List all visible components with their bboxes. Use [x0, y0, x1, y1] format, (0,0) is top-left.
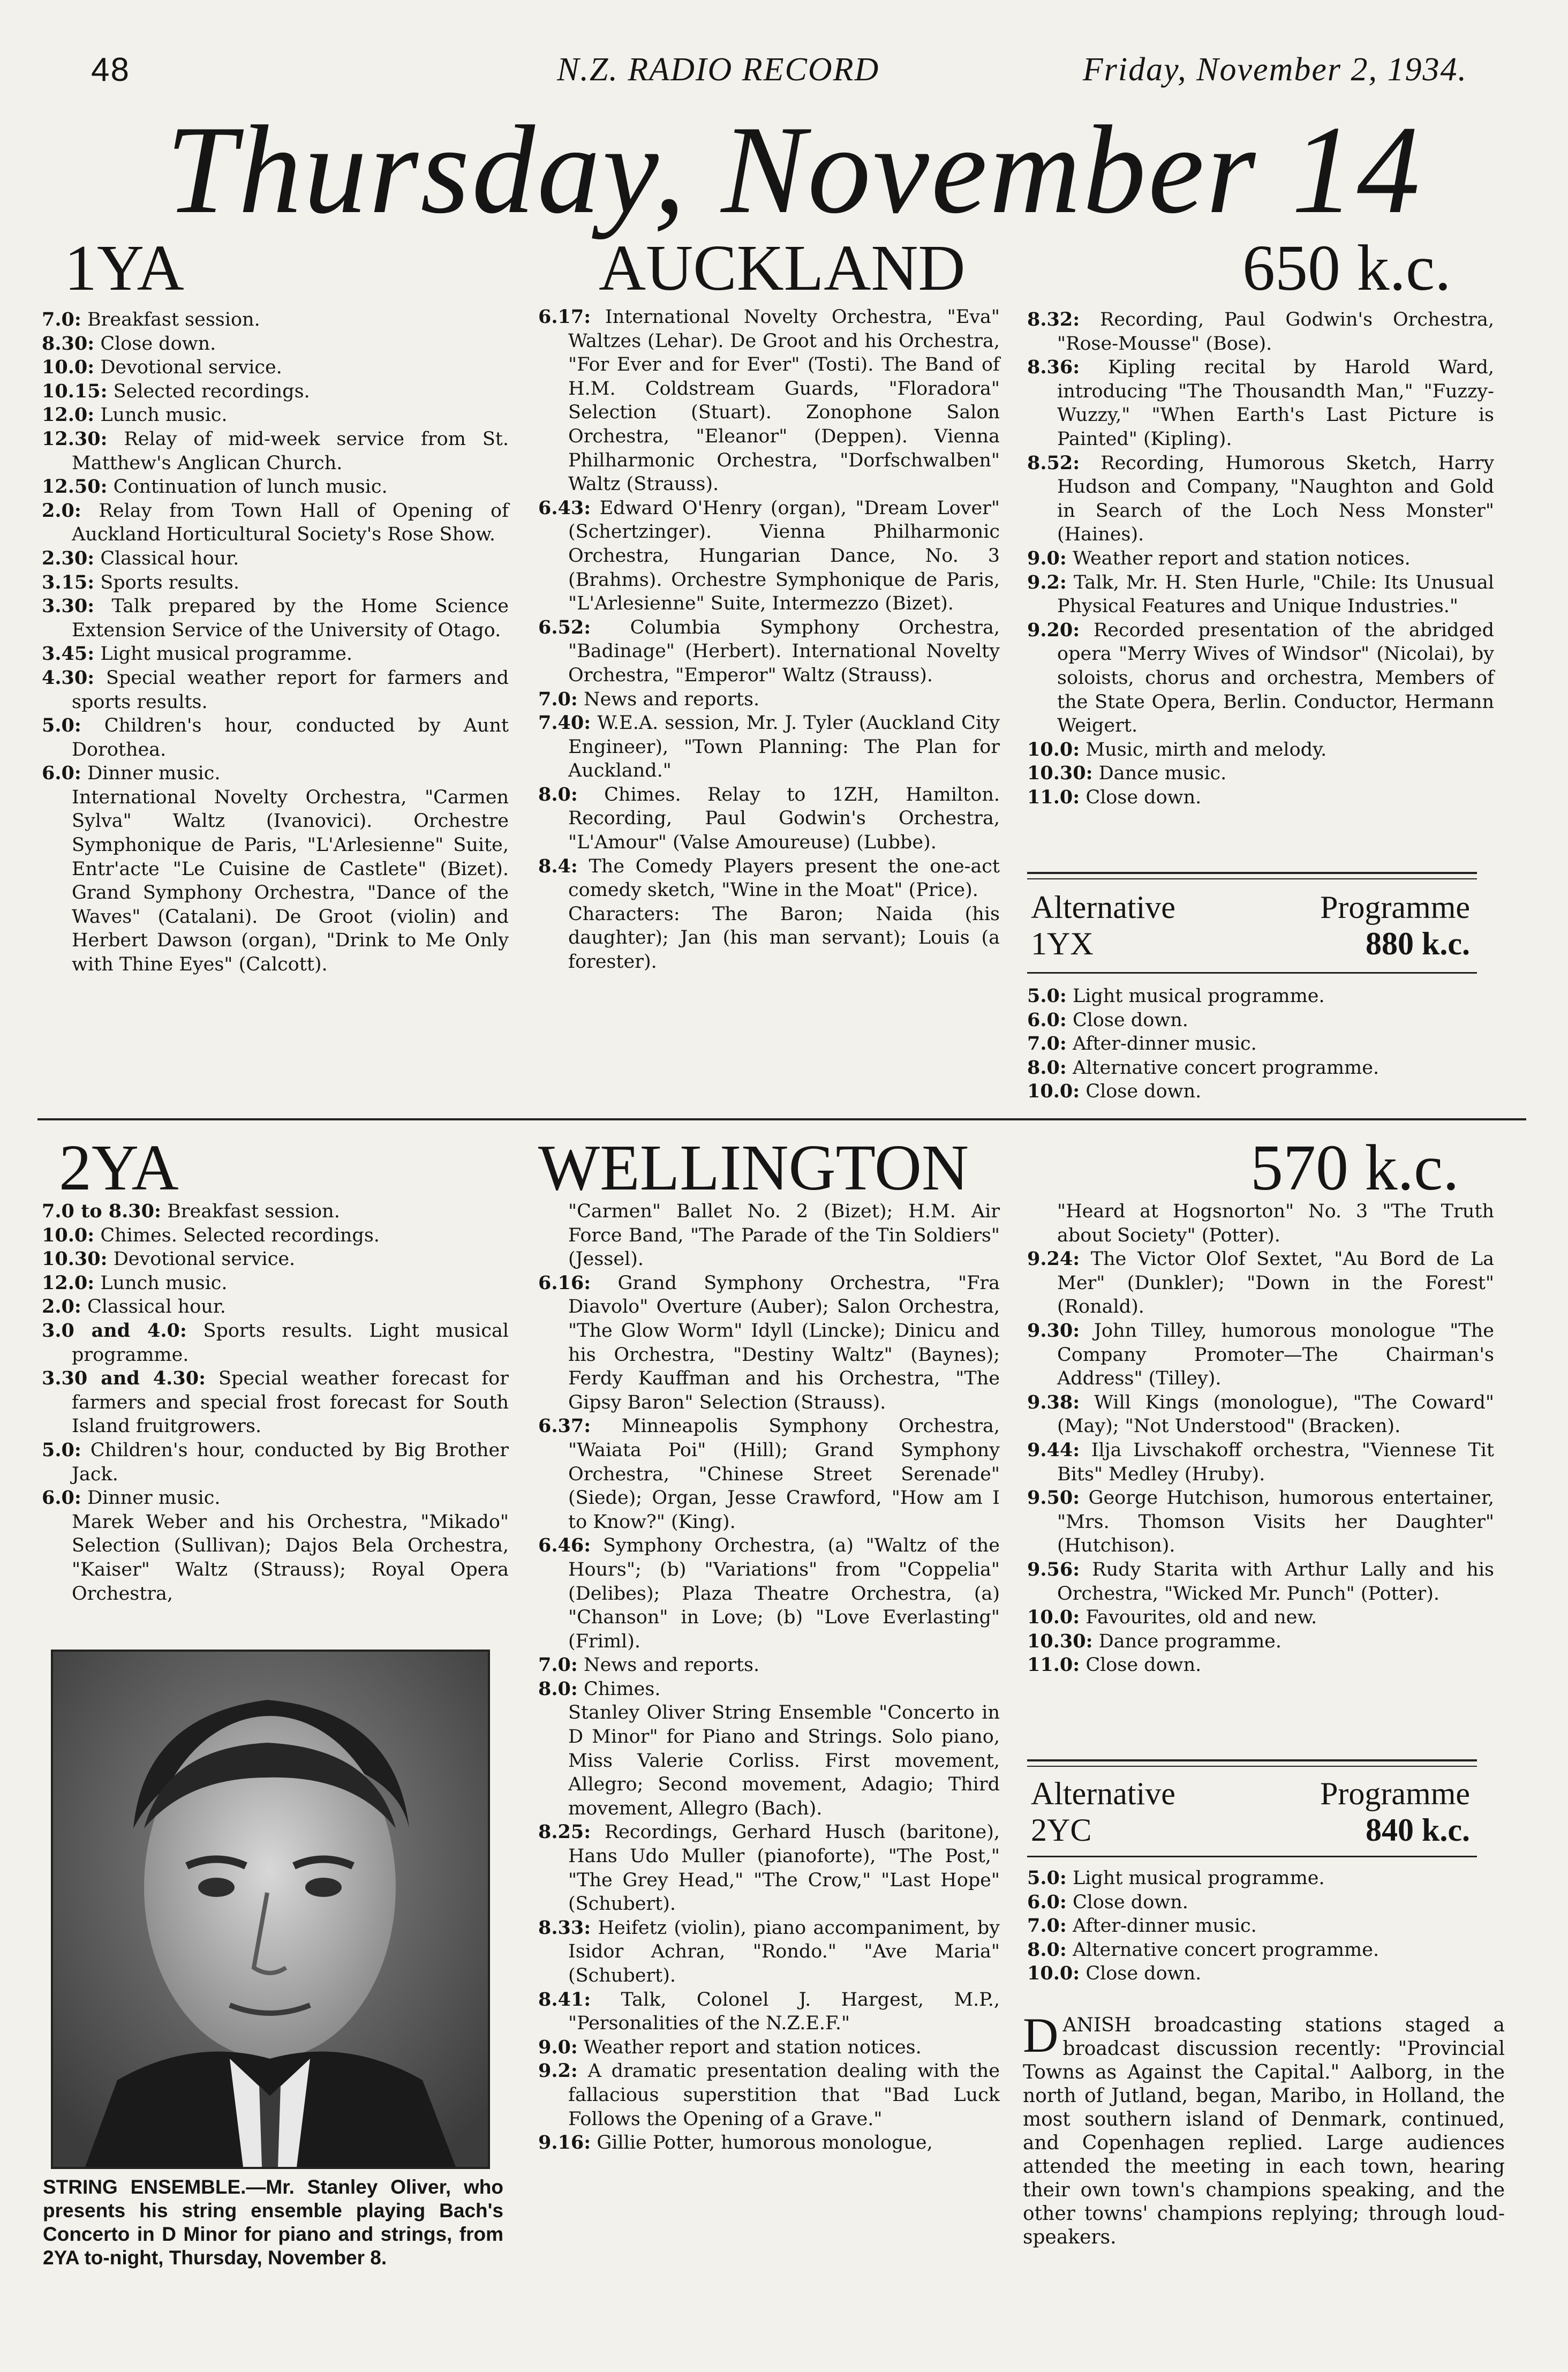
- entry-time: 10.30:: [42, 1248, 108, 1270]
- entry-text: Close down.: [1085, 1963, 1202, 1985]
- entry-time: 5.0:: [42, 1439, 81, 1461]
- schedule-entry: [538, 616, 1000, 688]
- schedule-entry: [1027, 619, 1494, 738]
- schedule-entry: [538, 1677, 1000, 1701]
- entry-time: 10.0:: [42, 356, 95, 379]
- entry-time: 12.30:: [42, 427, 108, 450]
- schedule-entry: [42, 1295, 509, 1319]
- schedule-column-1ya-2: [538, 305, 1000, 974]
- schedule-entry: [42, 380, 509, 404]
- entry-time: 6.0:: [1027, 1891, 1067, 1913]
- entry-time: 7.40:: [538, 712, 591, 734]
- section-divider: [37, 1118, 1526, 1120]
- entry-time: 5.0:: [42, 714, 81, 737]
- schedule-entry: [538, 2131, 1000, 2155]
- schedule-entry: [42, 1200, 509, 1224]
- schedule-entry: [1027, 1486, 1494, 1558]
- entry-time: 8.33:: [538, 1916, 591, 1939]
- entry-time: 11.0:: [1027, 786, 1080, 808]
- alt-label: Alternative: [1031, 1776, 1175, 1811]
- entry-text: Chimes. Selected recordings.: [100, 1224, 380, 1246]
- entry-text: Music, mirth and melody.: [1085, 739, 1327, 760]
- entry-time: 9.0:: [538, 2036, 578, 2058]
- entry-text: Breakfast session.: [167, 1201, 340, 1222]
- entry-time: 8.36:: [1027, 356, 1080, 379]
- schedule-entry: [538, 711, 1000, 783]
- entry-text: "Heard at Hogsnorton" No. 3 "The Truth about Society" (Potter).: [1057, 1201, 1494, 1246]
- schedule-entry: [538, 1653, 1000, 1677]
- divider-rule: [1027, 1759, 1477, 1761]
- schedule-entry: [538, 783, 1000, 855]
- entry-text: Dance music.: [1098, 763, 1227, 785]
- entry-text: Special weather forecast for farmers and special frost forecast for South Island fruitgrowers.: [72, 1368, 509, 1437]
- entry-time: 7.0 to 8.30:: [42, 1200, 161, 1222]
- schedule-entry: [42, 499, 509, 547]
- entry-text: Minneapolis Symphony Orchestra, "Waiata Poi" (Hill); Grand Symphony Orchestra, "Chinese Street Serenade" (Siede); Organ, Jesse Crawford, "How am I to Know?" (King).: [568, 1415, 1000, 1533]
- schedule-entry: [1027, 984, 1494, 1008]
- entry-time: 12.0:: [42, 404, 95, 426]
- entry-text: Chimes.: [583, 1678, 661, 1700]
- publication-name: N.Z. RADIO RECORD: [557, 51, 880, 88]
- schedule-entry: [42, 1224, 509, 1248]
- photo-caption: STRING ENSEMBLE.—Mr. Stanley Oliver, who presents his string ensemble playing Bach's Concerto in D Minor for piano and strings, from 2YA to-night, Thursday, November 8.: [43, 2176, 503, 2269]
- schedule-entry: [1027, 1962, 1494, 1986]
- entry-text: "Carmen" Ballet No. 2 (Bizet); H.M. Air Force Band, "The Parade of the Tin Soldiers" (Jessel).: [568, 1201, 1000, 1270]
- entry-text: Talk prepared by the Home Science Extension Service of the University of Otago.: [72, 596, 509, 641]
- schedule-entry: [1027, 1653, 1494, 1677]
- entry-text: Ilja Livschakoff orchestra, "Viennese Tit Bits" Medley (Hruby).: [1057, 1439, 1494, 1485]
- schedule-entry: [538, 1988, 1000, 2036]
- divider-rule: [1027, 872, 1477, 874]
- alt-label: Alternative: [1031, 890, 1175, 925]
- entry-text: A dramatic presentation dealing with the fallacious superstition that "Bad Luck Follows the Opening of a Grave.": [568, 2060, 1000, 2130]
- entry-text: Favourites, old and new.: [1085, 1607, 1317, 1629]
- station-freq-2ya: 570 k.c.: [1250, 1132, 1459, 1204]
- entry-time: 7.0:: [1027, 1033, 1067, 1055]
- schedule-entry: [1027, 1247, 1494, 1319]
- entry-text: Close down.: [1072, 1891, 1188, 1913]
- page-title: Thursday, November 14: [166, 100, 1422, 240]
- schedule-entry: [1027, 1606, 1494, 1630]
- schedule-entry: [538, 1701, 1000, 1820]
- schedule-entry: [42, 786, 509, 977]
- entry-time: 10.0:: [1027, 1080, 1080, 1103]
- alt-schedule-1yx: [1027, 984, 1494, 1104]
- schedule-entry: [538, 688, 1000, 712]
- entry-text: George Hutchison, humorous entertainer, "Mrs. Thomson Visits her Daughter" (Hutchison).: [1057, 1487, 1494, 1557]
- entry-time: 11.0:: [1027, 1654, 1080, 1676]
- page-number: 48: [91, 51, 130, 88]
- entry-text: Selected recordings.: [113, 380, 310, 402]
- entry-time: 4.30:: [42, 666, 95, 689]
- entry-text: Lunch music.: [100, 404, 228, 426]
- station-freq-1ya: 650 k.c.: [1242, 232, 1451, 304]
- entry-text: After-dinner music.: [1072, 1915, 1257, 1937]
- schedule-column-1ya-1: [42, 308, 509, 977]
- entry-text: Heifetz (violin), piano accompaniment, by Isidor Achran, "Rondo." "Ave Maria" (Schubert).: [568, 1917, 1000, 1986]
- schedule-entry: [42, 642, 509, 666]
- schedule-entry: [1027, 786, 1494, 810]
- schedule-entry: [42, 571, 509, 595]
- entry-text: Close down.: [1085, 1081, 1202, 1103]
- schedule-entry: [1027, 1319, 1494, 1391]
- schedule-entry: [1027, 1080, 1494, 1104]
- entry-time: 9.24:: [1027, 1248, 1080, 1270]
- entry-time: 9.44:: [1027, 1439, 1080, 1461]
- entry-time: 7.0:: [1027, 1915, 1067, 1937]
- entry-text: International Novelty Orchestra, "Carmen Sylva" Waltz (Ivanovici). Orchestre Symphonique de Paris, "L'Arlesienne" Suite, Entr'acte "Le Cuisine de Castlete" (Bizet). Grand Symphony Orchestra, "Dance of the Waves" (Catalani). De Groot (violin) and Herbert Dawson (organ), "Drink to Me Only with Thine Eyes" (Calcott).: [72, 786, 509, 976]
- entry-text: Dance programme.: [1098, 1630, 1282, 1652]
- entry-text: After-dinner music.: [1072, 1033, 1257, 1055]
- entry-time: 10.0:: [1027, 738, 1080, 760]
- entry-time: 3.30:: [42, 595, 95, 618]
- drop-cap: D: [1023, 2008, 1059, 2062]
- entry-time: 9.0:: [1027, 547, 1067, 569]
- entry-time: 7.0:: [42, 308, 81, 330]
- entry-text: Columbia Symphony Orchestra, "Badinage" (Herbert). International Novelty Orchestra, "Emperor" Waltz (Strauss).: [568, 616, 1000, 686]
- entry-text: Grand Symphony Orchestra, "Fra Diavolo" Overture (Auber); Salon Orchestra, "The Glow Worm" Idyll (Lincke); Dinicu and his Orchestra, "Destiny Waltz" (Baynes); Ferdy Kauffman and his Orchestra, "The Gipsy Baron" Selection (Strauss).: [568, 1272, 1000, 1413]
- schedule-entry: [42, 1486, 509, 1510]
- entry-time: 8.32:: [1027, 308, 1080, 330]
- portrait-illustration: [53, 1652, 488, 2167]
- entry-time: 6.16:: [538, 1271, 591, 1294]
- schedule-entry: [42, 427, 509, 475]
- entry-time: 9.50:: [1027, 1487, 1080, 1509]
- schedule-entry: [538, 1271, 1000, 1415]
- entry-text: Classical hour.: [100, 547, 239, 569]
- entry-text: Relay from Town Hall of Opening of Auckland Horticultural Society's Rose Show.: [72, 500, 509, 546]
- entry-time: 8.4:: [538, 855, 578, 877]
- entry-text: Stanley Oliver String Ensemble "Concerto in D Minor" for Piano and Strings. Solo piano, Miss Valerie Corliss. First movement, Allegro; Second movement, Adagio; Third movement, Allegro (Bach).: [568, 1702, 1000, 1819]
- alternative-programme-2yc: [1031, 1775, 1470, 1850]
- schedule-entry: [42, 1319, 509, 1367]
- entry-time: 10.30:: [1027, 762, 1093, 785]
- entry-text: Characters: The Baron; Naida (his daughter); Jan (his man servant); Louis (a forester).: [568, 903, 1000, 973]
- entry-text: Symphony Orchestra, (a) "Waltz of the Hours"; (b) "Variations" from "Coppelia" (Delibes); Plaza Theatre Orchestra, (a) "Chanson" in Love; (b) "Love Everlasting" (Friml).: [568, 1535, 1000, 1652]
- schedule-entry: [1027, 1938, 1494, 1962]
- entry-text: Special weather report for farmers and sports results.: [72, 667, 509, 713]
- schedule-entry: [42, 762, 509, 786]
- schedule-entry: [1027, 1866, 1494, 1891]
- schedule-entry: [1027, 571, 1494, 619]
- entry-text: Recording, Humorous Sketch, Harry Hudson and Company, "Naughton and Gold in Search of the Loch Ness Monster" (Haines).: [1057, 452, 1494, 546]
- schedule-entry: [538, 2059, 1000, 2131]
- alt-call-sign: 2YC: [1031, 1812, 1092, 1848]
- entry-time: 6.43:: [538, 496, 591, 519]
- entry-time: 8.41:: [538, 1988, 591, 2010]
- entry-text: Sports results.: [100, 571, 239, 593]
- entry-time: 9.16:: [538, 2132, 591, 2154]
- entry-text: Classical hour.: [87, 1296, 226, 1318]
- entry-time: 12.50:: [42, 476, 108, 498]
- schedule-entry: [538, 1820, 1000, 1916]
- schedule-entry: [1027, 547, 1494, 571]
- schedule-entry: [538, 305, 1000, 496]
- issue-date: Friday, November 2, 1934.: [1082, 51, 1467, 88]
- schedule-entry: [42, 1510, 509, 1606]
- entry-time: 5.0:: [1027, 985, 1067, 1007]
- schedule-entry: [1027, 1200, 1494, 1247]
- divider-rule: [1027, 878, 1477, 879]
- schedule-entry: [1027, 1914, 1494, 1938]
- entry-text: Rudy Starita with Arthur Lally and his Orchestra, "Wicked Mr. Punch" (Potter).: [1057, 1558, 1494, 1605]
- schedule-entry: [538, 1414, 1000, 1534]
- entry-text: Lunch music.: [100, 1272, 228, 1294]
- divider-rule: [1027, 1766, 1477, 1767]
- alt-programme-label: Programme: [1320, 890, 1470, 925]
- station-city-wellington: WELLINGTON: [538, 1132, 969, 1204]
- entry-text: Weather report and station notices.: [583, 2036, 922, 2058]
- entry-text: Light musical programme.: [100, 643, 352, 665]
- entry-text: Relay of mid-week service from St. Matthew's Anglican Church.: [72, 428, 509, 474]
- station-call-1ya: 1YA: [64, 232, 184, 304]
- schedule-entry: [1027, 1056, 1494, 1080]
- entry-time: 3.45:: [42, 643, 95, 665]
- schedule-entry: [1027, 1008, 1494, 1033]
- schedule-entry: [538, 1200, 1000, 1271]
- entry-text: Close down.: [1072, 1009, 1188, 1031]
- entry-text: Dinner music.: [87, 763, 221, 785]
- entry-time: 10.0:: [42, 1224, 95, 1246]
- schedule-entry: [538, 1534, 1000, 1653]
- schedule-entry: [42, 1271, 509, 1296]
- entry-time: 9.2:: [538, 2060, 578, 2082]
- schedule-entry: [1027, 356, 1494, 451]
- entry-text: Edward O'Henry (organ), "Dream Lover" (Schertzinger). Vienna Philharmonic Orchestra, Hungarian Dance, No. 3 (Brahms). Orchestre Symphonique de Paris, "L'Arlesienne" Suite, Intermezzo (Bizet).: [568, 497, 1000, 615]
- entry-time: 6.37:: [538, 1415, 591, 1437]
- entry-time: 10.0:: [1027, 1962, 1080, 1985]
- divider-rule: [1027, 972, 1477, 974]
- entry-text: Close down.: [1085, 1654, 1202, 1676]
- entry-time: 6.0:: [1027, 1008, 1067, 1031]
- schedule-entry: [42, 332, 509, 356]
- schedule-entry: [538, 1916, 1000, 1988]
- entry-time: 7.0:: [538, 1654, 578, 1676]
- entry-text: W.E.A. session, Mr. J. Tyler (Auckland City Engineer), "Town Planning: The Plan for Auckland.": [568, 712, 1000, 782]
- entry-time: 8.0:: [538, 783, 578, 805]
- schedule-entry: [1027, 308, 1494, 356]
- danish-text: ANISH broadcasting stations staged a broadcast discussion recently: "Provincial Towns as Against the Capital." Aalborg, in the north of Jutland, began, Maribo, in Holland, the most southern island of Denmark, continued, and Copenhagen replied. Large audiences attended the meeting in each town, hearing their own town's champions speaking, and the other towns' champions replying; through loud-speakers.: [1023, 2014, 1505, 2248]
- schedule-entry: [42, 666, 509, 714]
- entry-text: Will Kings (monologue), "The Coward" (May); "Not Understood" (Bracken).: [1057, 1391, 1494, 1437]
- alt-programme-label: Programme: [1320, 1776, 1470, 1811]
- entry-text: Talk, Mr. H. Sten Hurle, "Chile: Its Unusual Physical Features and Unique Industries.": [1057, 571, 1494, 618]
- entry-text: Light musical programme.: [1072, 1868, 1325, 1889]
- schedule-entry: [1027, 1439, 1494, 1486]
- entry-time: 2.0:: [42, 499, 81, 522]
- entry-text: Close down.: [1085, 786, 1202, 808]
- schedule-entry: [42, 403, 509, 427]
- entry-time: 12.0:: [42, 1271, 95, 1294]
- entry-text: Devotional service.: [113, 1248, 296, 1270]
- entry-time: 5.0:: [1027, 1867, 1067, 1889]
- alt-frequency: 840 k.c.: [1366, 1812, 1470, 1848]
- entry-text: Recordings, Gerhard Husch (baritone), Hans Udo Muller (pianoforte), "The Post," "The Grey Head," "The Crow," "Last Hope" (Schubert).: [568, 1821, 1000, 1915]
- alt-call-sign: 1YX: [1031, 926, 1094, 961]
- schedule-entry: [42, 547, 509, 571]
- entry-text: Continuation of lunch music.: [113, 476, 388, 498]
- entry-time: 10.15:: [42, 380, 108, 402]
- danish-news-item: [1023, 2008, 1505, 2249]
- entry-time: 8.52:: [1027, 451, 1080, 474]
- entry-text: Recording, Paul Godwin's Orchestra, "Rose-Mousse" (Bose).: [1057, 309, 1494, 355]
- schedule-entry: [42, 1247, 509, 1271]
- schedule-entry: [1027, 1630, 1494, 1654]
- schedule-entry: [538, 496, 1000, 616]
- entry-time: 6.0:: [42, 762, 81, 785]
- schedule-entry: [42, 1439, 509, 1486]
- schedule-entry: [1027, 762, 1494, 786]
- entry-text: The Victor Olof Sextet, "Au Bord de La Mer" (Dunkler); "Down in the Forest" (Ronald).: [1057, 1248, 1494, 1318]
- entry-time: 6.0:: [42, 1487, 81, 1509]
- entry-time: 7.0:: [538, 688, 578, 710]
- entry-time: 8.0:: [538, 1677, 578, 1700]
- schedule-entry: [42, 356, 509, 380]
- schedule-entry: [1027, 1391, 1494, 1439]
- alt-frequency: 880 k.c.: [1366, 926, 1470, 961]
- schedule-entry: [42, 714, 509, 762]
- schedule-entry: [1027, 738, 1494, 762]
- schedule-entry: [42, 308, 509, 332]
- entry-time: 8.25:: [538, 1821, 591, 1843]
- entry-text: Gillie Potter, humorous monologue,: [597, 2132, 933, 2154]
- divider-rule: [1027, 1856, 1477, 1857]
- page-header: [91, 51, 1467, 99]
- entry-text: Sports results. Light musical programme.: [72, 1320, 509, 1366]
- alternative-programme-1yx: [1031, 889, 1470, 964]
- entry-text: Weather report and station notices.: [1072, 547, 1411, 569]
- entry-time: 8.0:: [1027, 1938, 1067, 1961]
- schedule-entry: [1027, 1891, 1494, 1915]
- entry-text: Close down.: [100, 333, 216, 355]
- schedule-entry: [538, 902, 1000, 974]
- entry-time: 2.30:: [42, 547, 95, 569]
- schedule-entry: [42, 475, 509, 499]
- entry-text: Marek Weber and his Orchestra, "Mikado" Selection (Sullivan); Dajos Bela Orchestra, "Kaiser" Waltz (Strauss); Royal Opera Orchestra,: [72, 1511, 509, 1605]
- entry-time: 9.20:: [1027, 619, 1080, 641]
- entry-text: News and reports.: [583, 688, 760, 710]
- schedule-entry: [42, 594, 509, 642]
- schedule-column-1ya-3: [1027, 308, 1494, 809]
- entry-time: 6.52:: [538, 616, 591, 638]
- entry-time: 9.30:: [1027, 1319, 1080, 1342]
- entry-time: 6.46:: [538, 1534, 591, 1557]
- schedule-entry: [1027, 1032, 1494, 1056]
- entry-time: 10.30:: [1027, 1630, 1093, 1652]
- entry-text: Recorded presentation of the abridged opera "Merry Wives of Windsor" (Nicolai), by soloists, chorus and orchestra, Members of the State Opera, Berlin. Conductor, Hermann Weigert.: [1057, 619, 1494, 737]
- schedule-column-2ya-2: [538, 1200, 1000, 2155]
- entry-text: Alternative concert programme.: [1072, 1057, 1379, 1079]
- schedule-column-2ya-3: [1027, 1200, 1494, 1677]
- entry-text: Devotional service.: [100, 357, 282, 379]
- entry-text: The Comedy Players present the one-act comedy sketch, "Wine in the Moat" (Price).: [568, 855, 1000, 901]
- entry-text: Dinner music.: [87, 1487, 221, 1509]
- station-call-2ya: 2YA: [59, 1132, 179, 1204]
- entry-time: 9.56:: [1027, 1558, 1080, 1580]
- entry-time: 2.0:: [42, 1296, 81, 1318]
- entry-text: Chimes. Relay to 1ZH, Hamilton. Recording, Paul Godwin's Orchestra, "L'Amour" (Valse Amoureuse) (Lubbe).: [568, 784, 1000, 854]
- schedule-entry: [538, 855, 1000, 902]
- entry-text: News and reports.: [583, 1654, 760, 1676]
- entry-time: 8.30:: [42, 332, 95, 355]
- entry-text: Talk, Colonel J. Hargest, M.P., "Personalities of the N.Z.E.F.": [568, 1989, 1000, 2035]
- portrait-photo: [51, 1650, 490, 2169]
- entry-time: 3.15:: [42, 571, 95, 593]
- entry-text: Children's hour, conducted by Big Brother Jack.: [72, 1439, 509, 1485]
- entry-time: 9.38:: [1027, 1391, 1080, 1413]
- entry-time: 6.17:: [538, 306, 591, 328]
- schedule-column-2ya-1: [42, 1200, 509, 1606]
- entry-time: 9.2:: [1027, 571, 1067, 593]
- entry-time: 3.30 and 4.30:: [42, 1367, 206, 1390]
- schedule-entry: [1027, 451, 1494, 547]
- entry-text: Alternative concert programme.: [1072, 1939, 1379, 1961]
- entry-text: John Tilley, humorous monologue "The Company Promoter—The Chairman's Address" (Tilley).: [1057, 1320, 1494, 1390]
- alt-schedule-2yc: [1027, 1866, 1494, 1986]
- entry-text: Children's hour, conducted by Aunt Dorothea.: [72, 715, 509, 760]
- entry-text: Breakfast session.: [87, 309, 260, 330]
- station-city-auckland: AUCKLAND: [599, 232, 966, 304]
- entry-time: 3.0 and 4.0:: [42, 1319, 187, 1342]
- entry-time: 8.0:: [1027, 1056, 1067, 1079]
- schedule-entry: [42, 1367, 509, 1439]
- entry-text: Light musical programme.: [1072, 985, 1325, 1007]
- schedule-entry: [1027, 1558, 1494, 1606]
- entry-time: 10.0:: [1027, 1606, 1080, 1629]
- entry-text: Kipling recital by Harold Ward, introducing "The Thousandth Man," "Fuzzy-Wuzzy," "When Earth's Last Picture is Painted" (Kipling).: [1057, 357, 1494, 450]
- schedule-entry: [538, 2036, 1000, 2060]
- entry-text: International Novelty Orchestra, "Eva" Waltzes (Lehar). De Groot and his Orchestra, "For Ever and for Ever" (Tosti). The Band of H.M. Coldstream Guards, "Floradora" Selection (Stuart). Zonophone Salon Orchestra, "Eleanor" (Deppen). Vienna Philharmonic Orchestra, "Dorfschwalben" Waltz (Strauss).: [568, 306, 1000, 495]
